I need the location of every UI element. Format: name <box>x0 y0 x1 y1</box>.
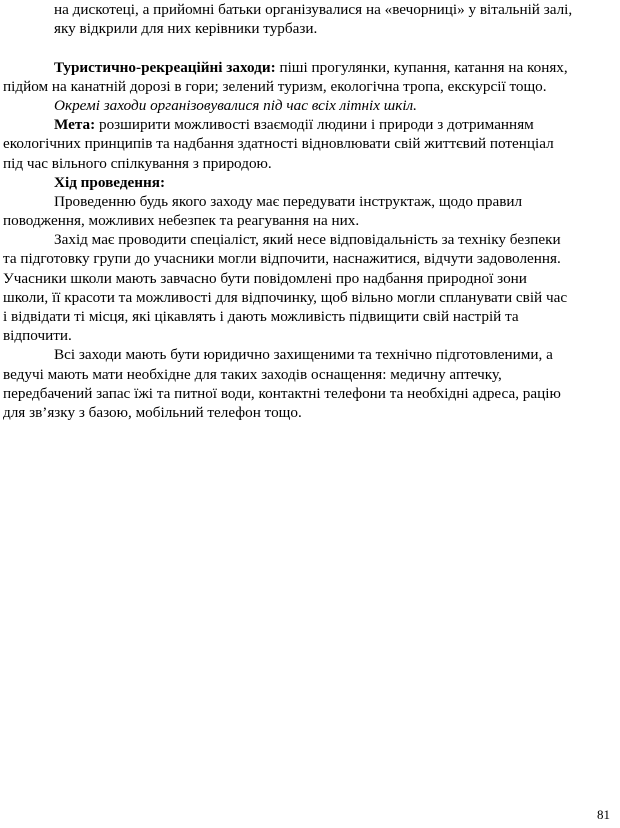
text-segment: під час вільного спілкування з природою. <box>3 154 272 172</box>
text-line <box>3 326 615 345</box>
text-segment: поводження, можливих небезпек та реагування на них. <box>3 212 360 230</box>
text-line <box>3 134 615 153</box>
page-number: 81 <box>597 807 610 822</box>
text-line <box>3 307 615 326</box>
text-segment: на дискотеці, а прийомні батьки організувалися на «вечорниці» у вітальній залі, <box>54 1 573 18</box>
text-segment: підйом на канатній дорозі в гори; зелений туризм, екологічна тропа, екскурсії тощо. <box>3 77 547 95</box>
italic-text: Окремі заходи організовувалися під час всіх літніх шкіл. <box>54 96 417 114</box>
text-segment: яку відкрили для них керівники турбази. <box>54 20 318 38</box>
text-line <box>3 403 615 422</box>
text-line <box>3 365 615 384</box>
text-line <box>3 173 615 192</box>
text-segment: передбачений запас їжі та питної води, контактні телефони та необхідні адреса, рацію <box>3 384 561 402</box>
text-segment: для зв’язку з базою, мобільний телефон тощо. <box>3 403 302 421</box>
text-line <box>3 230 615 249</box>
bold-label: Туристично-рекреаційні заходи: <box>54 58 276 76</box>
text-line <box>3 115 615 134</box>
text-segment: Проведенню будь якого заходу має передувати інструктаж, щодо правил <box>54 192 523 210</box>
text-line <box>3 345 615 364</box>
paragraph-gap <box>3 38 615 57</box>
text-line <box>3 0 615 19</box>
text-segment: та підготовку групи до учасники могли відпочити, наснажитися, відчути задоволення. <box>3 250 561 268</box>
text-segment: Захід має проводити спеціаліст, який несе відповідальність за техніку безпеки <box>54 231 561 249</box>
text-line <box>3 19 615 38</box>
text-line <box>3 269 615 288</box>
text-segment: школи, її красоти та можливості для відпочинку, щоб вільно могли спланувати свій час <box>3 288 568 306</box>
text-segment: Всі заходи мають бути юридично захищеними та технічно підготовленими, а <box>54 346 553 364</box>
text-line <box>3 211 615 230</box>
text-segment: ведучі мають мати необхідне для таких заходів оснащення: медичну аптечку, <box>3 365 502 383</box>
bold-label: Хід проведення: <box>54 173 166 191</box>
text-line <box>3 192 615 211</box>
text-line <box>3 96 615 115</box>
bold-label: Мета: <box>54 116 96 134</box>
text-segment: відпочити. <box>3 327 72 345</box>
text-line <box>3 249 615 268</box>
text-segment: піші прогулянки, купання, катання на конях, <box>275 58 568 76</box>
text-line <box>3 288 615 307</box>
text-line <box>3 154 615 173</box>
text-segment: і відвідати ті місця, які цікавлять і дають можливість підвищити свій настрій та <box>3 308 519 325</box>
text-segment: екологічних принципів та надбання здатності відновлювати свій життєвий потенціал <box>3 135 554 153</box>
text-segment: розширити можливості взаємодії людини і природи з дотриманням <box>95 116 534 134</box>
text-line <box>3 58 615 77</box>
text-line <box>3 384 615 403</box>
text-line <box>3 77 615 96</box>
text-segment: Учасники школи мають завчасно бути повідомлені про надбання природної зони <box>3 269 527 287</box>
body-text <box>3 0 615 422</box>
